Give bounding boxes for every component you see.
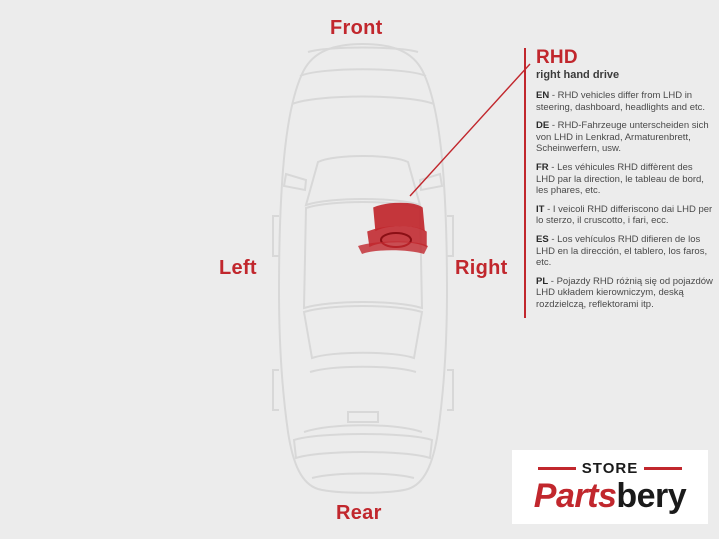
rhd-highlight-region [248, 40, 478, 495]
orientation-label-left: Left [219, 257, 257, 279]
rhd-callout [524, 48, 714, 318]
brand-logo [512, 450, 708, 524]
callout-title: RHD [536, 47, 578, 68]
description-text-pl: - Pojazdy RHD różnią się od pojazdów LHD układem kierowniczym, deską rozdzielczą, reflektorami itp. [536, 275, 713, 310]
description-text-de: - RHD-Fahrzeuge unterscheiden sich von LHD in Lenkrad, Armaturenbrett, Scheinwerfern, usw. [536, 120, 709, 155]
logo-store-row [512, 460, 708, 477]
orientation-label-rear: Rear [336, 502, 382, 524]
lang-code-fr: FR [536, 161, 549, 173]
description-text-es: - Los vehículos RHD difieren de los LHD en la dirección, el tablero, los faros, etc. [536, 233, 708, 269]
description-text-fr: - Les véhicules RHD diffèrent des LHD par la direction, le tableau de bord, les phares, etc. [536, 161, 704, 197]
logo-parts-text: Parts [533, 477, 617, 515]
description-en [536, 90, 714, 113]
description-es [536, 234, 714, 269]
logo-wordmark [534, 478, 686, 514]
description-text-en: - RHD vehicles differ from LHD in steering, dashboard, headlights and etc. [536, 90, 706, 113]
description-text-it: - I veicoli RHD differiscono dai LHD per lo sterzo, il cruscotto, i fari, ecc. [536, 203, 713, 227]
lang-code-es: ES [536, 233, 549, 245]
description-fr [536, 162, 714, 197]
orientation-label-front: Front [330, 17, 383, 39]
logo-bar-right [644, 467, 682, 470]
lang-code-de: DE [536, 120, 550, 132]
description-de [536, 120, 714, 155]
logo-store-text: STORE [581, 460, 639, 477]
callout-subtitle: right hand drive [536, 69, 620, 81]
lang-code-pl: PL [536, 275, 549, 287]
lang-code-en: EN [536, 90, 550, 101]
lang-code-it: IT [536, 203, 545, 215]
logo-bar-left [538, 467, 576, 470]
description-pl [536, 276, 714, 311]
description-it [536, 204, 714, 227]
logo-bery-text: bery [616, 477, 687, 515]
orientation-label-right: Right [455, 257, 508, 279]
